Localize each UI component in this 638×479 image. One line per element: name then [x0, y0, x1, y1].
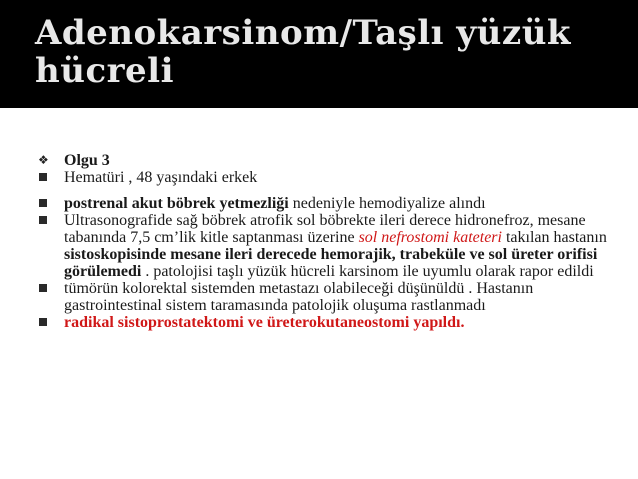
complaint-text: Hematüri , 48 yaşındaki erkek	[64, 169, 258, 186]
case-label: Olgu 3	[64, 152, 110, 169]
title-bar	[0, 0, 638, 108]
slide-title: Adenokarsinom/Taşlı yüzük hücreli	[35, 13, 571, 91]
square-bullet-icon	[39, 318, 47, 326]
imaging-text-b: takılan hastanın	[501, 229, 607, 246]
slide-body	[38, 152, 628, 331]
list-item-imaging	[38, 212, 628, 280]
list-item-surgery	[38, 314, 628, 331]
cystoscopy-bold: sistoskopisinde mesane ileri derecede hemorajik, trabeküle ve sol üreter orifisi görülemedi	[64, 246, 598, 280]
pathology-text: . patolojisi taşlı yüzük hücreli karsinom ile uyumlu olarak rapor edildi	[141, 263, 594, 280]
diamond-bullet-icon: ❖	[38, 153, 49, 167]
diagnosis-bold: postrenal akut böbrek yetmezliği	[64, 195, 289, 212]
square-bullet-icon	[39, 199, 47, 207]
square-bullet-icon	[39, 173, 47, 181]
list-item-complaint	[38, 169, 628, 186]
square-bullet-icon	[39, 284, 47, 292]
surgery-text: radikal sistoprostatektomi ve üreterokutaneostomi yapıldı.	[64, 314, 465, 331]
list-item-metastasis	[38, 280, 628, 314]
square-bullet-icon	[39, 216, 47, 224]
diagnosis-text: nedeniyle hemodiyalize alındı	[288, 195, 486, 212]
metastasis-text: tümörün kolorektal sistemden metastazı olabileceği düşünüldü . Hastanın gastrointestinal sistem taramasında patolojik oluşuma rastlanmadı	[64, 280, 534, 314]
list-item-diagnosis	[38, 195, 628, 212]
nephrostomy-text: sol nefrostomi kateteri	[358, 229, 502, 246]
list-item-case	[38, 152, 628, 169]
imaging-text-a: Ultrasonografide sağ böbrek atrofik sol böbrekte ileri derece hidronefroz, mesane tabanında 7,5 cm’lik kitle saptanması üzerine	[64, 212, 586, 246]
